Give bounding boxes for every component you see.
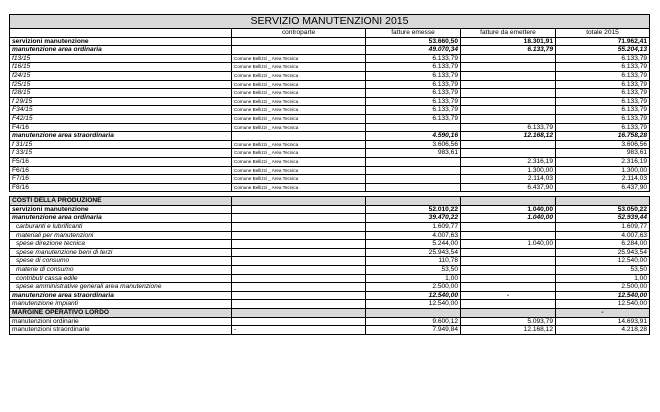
fatture-da-emettere-cell[interactable]: 1.040,00 bbox=[461, 240, 556, 249]
table-row bbox=[10, 223, 650, 232]
row-label-cell[interactable]: F6/16 bbox=[10, 166, 232, 175]
table-row bbox=[10, 149, 650, 158]
controparte-cell[interactable] bbox=[232, 37, 366, 46]
controparte-cell[interactable]: Comune Bellizzi _ Area Tecnica bbox=[232, 71, 366, 80]
title-row bbox=[10, 15, 650, 29]
totale-cell[interactable]: 4.218,28 bbox=[556, 326, 650, 335]
fatture-emesse-cell[interactable]: 983,61 bbox=[366, 149, 461, 158]
empty-cell[interactable] bbox=[461, 309, 556, 318]
controparte-cell[interactable]: Comune Bellizzi _ Area Tecnica bbox=[232, 80, 366, 89]
fatture-emesse-cell[interactable]: 6.133,79 bbox=[366, 54, 461, 63]
totale-cell[interactable]: 6.133,79 bbox=[556, 54, 650, 63]
table-row bbox=[10, 266, 650, 275]
table-row bbox=[10, 80, 650, 89]
controparte-cell[interactable]: Comune Bellizzi _ Area Tecnica bbox=[232, 97, 366, 106]
fatture-da-emettere-cell[interactable]: 1.300,00 bbox=[461, 166, 556, 175]
fatture-da-emettere-cell[interactable] bbox=[461, 231, 556, 240]
row-label-cell[interactable]: manutenzione area ordinaria bbox=[10, 214, 232, 223]
row-label-cell[interactable]: materie di consumo bbox=[10, 266, 232, 275]
totale-cell[interactable]: 6.133,79 bbox=[556, 63, 650, 72]
table-row bbox=[10, 157, 650, 166]
totale-cell[interactable]: 2.500,00 bbox=[556, 283, 650, 292]
fatture-da-emettere-cell[interactable] bbox=[461, 300, 556, 309]
totale-cell[interactable]: 2.316,19 bbox=[556, 157, 650, 166]
fatture-emesse-cell[interactable]: 6.133,79 bbox=[366, 114, 461, 123]
totale-cell[interactable]: 6.133,79 bbox=[556, 123, 650, 132]
totale-cell[interactable]: 6.133,79 bbox=[556, 114, 650, 123]
header-cell[interactable] bbox=[10, 29, 232, 38]
fatture-da-emettere-cell[interactable] bbox=[461, 71, 556, 80]
header-cell-totale[interactable]: totale 2015 bbox=[556, 29, 650, 38]
row-label-cell[interactable]: f 31/15 bbox=[10, 140, 232, 149]
fatture-emesse-cell[interactable]: 12.540,00 bbox=[366, 300, 461, 309]
row-label-cell[interactable]: F7/16 bbox=[10, 175, 232, 184]
controparte-cell[interactable] bbox=[232, 205, 366, 214]
empty-cell[interactable] bbox=[366, 309, 461, 318]
table-row bbox=[10, 114, 650, 123]
fatture-da-emettere-cell[interactable] bbox=[461, 149, 556, 158]
fatture-emesse-cell[interactable] bbox=[366, 123, 461, 132]
fatture-da-emettere-cell[interactable] bbox=[461, 114, 556, 123]
totale-cell[interactable]: 1.300,00 bbox=[556, 166, 650, 175]
fatture-da-emettere-cell[interactable]: 12.168,12 bbox=[461, 326, 556, 335]
totale-cell[interactable]: 1.609,77 bbox=[556, 223, 650, 232]
row-label-cell[interactable]: f28/15 bbox=[10, 89, 232, 98]
controparte-cell[interactable] bbox=[232, 248, 366, 257]
fatture-da-emettere-cell[interactable] bbox=[461, 97, 556, 106]
empty-cell[interactable] bbox=[232, 197, 366, 206]
row-label-cell[interactable]: contributi cassa edile bbox=[10, 274, 232, 283]
table-row bbox=[10, 63, 650, 72]
totale-cell[interactable]: 6.133,79 bbox=[556, 97, 650, 106]
controparte-cell[interactable]: Comune Bellizzi _ Area Tecnica bbox=[232, 106, 366, 115]
controparte-cell[interactable]: Comune Bellizzi _ Area Tecnica bbox=[232, 166, 366, 175]
controparte-cell[interactable] bbox=[232, 132, 366, 141]
totale-cell[interactable]: 1,00 bbox=[556, 274, 650, 283]
fatture-da-emettere-cell[interactable] bbox=[461, 248, 556, 257]
empty-cell[interactable] bbox=[556, 197, 650, 206]
table-row bbox=[10, 97, 650, 106]
row-label-cell[interactable]: spese amministrative generali area manutenzione bbox=[10, 283, 232, 292]
table-row bbox=[10, 132, 650, 141]
header-row bbox=[10, 29, 650, 38]
table-row bbox=[10, 274, 650, 283]
totale-cell[interactable]: 53,50 bbox=[556, 266, 650, 275]
fatture-emesse-cell[interactable]: 110,78 bbox=[366, 257, 461, 266]
controparte-cell[interactable] bbox=[232, 291, 366, 300]
controparte-cell[interactable] bbox=[232, 283, 366, 292]
row-label-cell[interactable]: F34/15 bbox=[10, 106, 232, 115]
header-cell-emettere[interactable]: fatture da emettere bbox=[461, 29, 556, 38]
row-label-cell[interactable]: manutenzione area straordinaria bbox=[10, 291, 232, 300]
row-label-cell[interactable]: F4/16 bbox=[10, 123, 232, 132]
totale-cell[interactable]: 6.133,79 bbox=[556, 89, 650, 98]
controparte-cell[interactable]: Comune Bellizzi _ Area Tecnica bbox=[232, 175, 366, 184]
totale-cell[interactable]: 25.943,54 bbox=[556, 248, 650, 257]
controparte-cell[interactable] bbox=[232, 223, 366, 232]
controparte-cell[interactable]: Comune Bellizzi _ Area Tecnica bbox=[232, 183, 366, 192]
totale-cell[interactable]: 6.133,79 bbox=[556, 80, 650, 89]
row-label-cell[interactable]: manutenzione area straordinaria bbox=[10, 132, 232, 141]
fatture-emesse-cell[interactable]: 3.606,56 bbox=[366, 140, 461, 149]
table-row bbox=[10, 106, 650, 115]
table-row bbox=[10, 291, 650, 300]
fatture-emesse-cell[interactable] bbox=[366, 183, 461, 192]
totale-cell[interactable]: 52.939,44 bbox=[556, 214, 650, 223]
fatture-emesse-cell[interactable]: 4.007,63 bbox=[366, 231, 461, 240]
totale-cell[interactable]: 53.050,22 bbox=[556, 205, 650, 214]
row-label-cell[interactable]: manutenzioni straordinarie bbox=[10, 326, 232, 335]
row-label-cell[interactable]: carburanti e lubrificanti bbox=[10, 223, 232, 232]
table-row bbox=[10, 140, 650, 149]
row-label-cell[interactable]: F8/16 bbox=[10, 183, 232, 192]
table-row bbox=[10, 214, 650, 223]
table-row bbox=[10, 257, 650, 266]
row-label-cell[interactable]: manutenzione area ordinaria bbox=[10, 46, 232, 55]
table-row bbox=[10, 37, 650, 46]
spreadsheet bbox=[9, 14, 649, 335]
row-label-cell[interactable]: spese direzione tecnica bbox=[10, 240, 232, 249]
fatture-da-emettere-cell[interactable]: 2.114,03 bbox=[461, 175, 556, 184]
table-row bbox=[10, 183, 650, 192]
controparte-cell[interactable]: - bbox=[232, 326, 366, 335]
fatture-emesse-cell[interactable]: 1,00 bbox=[366, 274, 461, 283]
empty-cell[interactable] bbox=[461, 197, 556, 206]
row-label-cell[interactable]: f 33/15 bbox=[10, 149, 232, 158]
totale-cell[interactable]: 16.758,28 bbox=[556, 132, 650, 141]
fatture-emesse-cell[interactable]: 2.500,00 bbox=[366, 283, 461, 292]
empty-cell[interactable] bbox=[232, 309, 366, 318]
fatture-da-emettere-cell[interactable] bbox=[461, 274, 556, 283]
totale-cell[interactable]: 12.540,00 bbox=[556, 291, 650, 300]
controparte-cell[interactable]: Comune Bellizzi _ Area Tecnica bbox=[232, 157, 366, 166]
fatture-da-emettere-cell[interactable] bbox=[461, 266, 556, 275]
fatture-da-emettere-cell[interactable]: 6.133,79 bbox=[461, 46, 556, 55]
table-row bbox=[10, 240, 650, 249]
fatture-da-emettere-cell[interactable] bbox=[461, 283, 556, 292]
fatture-emesse-cell[interactable]: 6.133,79 bbox=[366, 63, 461, 72]
sheet-title[interactable]: SERVIZIO MANUTENZIONI 2015 bbox=[10, 15, 650, 29]
table-row bbox=[10, 71, 650, 80]
table-row bbox=[10, 283, 650, 292]
totale-cell[interactable]: 71.962,41 bbox=[556, 37, 650, 46]
section-header-row bbox=[10, 197, 650, 206]
table-row bbox=[10, 231, 650, 240]
row-label-cell[interactable]: spese manutenzione beni di terzi bbox=[10, 248, 232, 257]
controparte-cell[interactable] bbox=[232, 231, 366, 240]
section-title-margine[interactable]: MARGINE OPERATIVO LORDO bbox=[10, 309, 232, 318]
fatture-emesse-cell[interactable]: 25.943,54 bbox=[366, 248, 461, 257]
controparte-cell[interactable] bbox=[232, 46, 366, 55]
row-label-cell[interactable]: spese di consumo bbox=[10, 257, 232, 266]
table-row bbox=[10, 166, 650, 175]
fatture-emesse-cell[interactable]: 12.540,00 bbox=[366, 291, 461, 300]
margine-dash-cell[interactable]: - bbox=[556, 309, 650, 318]
row-label-cell[interactable]: f25/15 bbox=[10, 80, 232, 89]
fatture-emesse-cell[interactable]: 53.660,50 bbox=[366, 37, 461, 46]
controparte-cell[interactable] bbox=[232, 300, 366, 309]
table-row bbox=[10, 326, 650, 335]
controparte-cell[interactable] bbox=[232, 240, 366, 249]
fatture-da-emettere-cell[interactable]: 12.168,12 bbox=[461, 132, 556, 141]
fatture-emesse-cell[interactable]: 7.949,84 bbox=[366, 326, 461, 335]
totale-cell[interactable]: 55.204,13 bbox=[556, 46, 650, 55]
totale-cell[interactable]: 12.540,00 bbox=[556, 300, 650, 309]
fatture-da-emettere-cell[interactable] bbox=[461, 63, 556, 72]
row-label-cell[interactable]: servizioni manutenzione bbox=[10, 37, 232, 46]
fatture-emesse-cell[interactable]: 53,50 bbox=[366, 266, 461, 275]
row-label-cell[interactable]: F5/16 bbox=[10, 157, 232, 166]
header-cell-emesse[interactable]: fatture emesse bbox=[366, 29, 461, 38]
header-cell-controparte[interactable]: controparte bbox=[232, 29, 366, 38]
row-label-cell[interactable]: f 29/15 bbox=[10, 97, 232, 106]
totale-cell[interactable]: 6.437,90 bbox=[556, 183, 650, 192]
fatture-emesse-cell[interactable] bbox=[366, 175, 461, 184]
table-body bbox=[10, 15, 650, 335]
fatture-da-emettere-cell[interactable]: 6.437,90 bbox=[461, 183, 556, 192]
fatture-da-emettere-cell[interactable]: 1.040,00 bbox=[461, 205, 556, 214]
fatture-da-emettere-cell[interactable]: 1.040,00 bbox=[461, 214, 556, 223]
section-header-row bbox=[10, 309, 650, 318]
table-row bbox=[10, 123, 650, 132]
fatture-emesse-cell[interactable]: 6.133,79 bbox=[366, 80, 461, 89]
fatture-da-emettere-cell[interactable] bbox=[461, 89, 556, 98]
fatture-da-emettere-cell[interactable] bbox=[461, 140, 556, 149]
fatture-emesse-cell[interactable]: 6.133,79 bbox=[366, 106, 461, 115]
fatture-da-emettere-cell[interactable]: 5.093,79 bbox=[461, 317, 556, 326]
fatture-emesse-cell[interactable]: 49.070,34 bbox=[366, 46, 461, 55]
fatture-emesse-cell[interactable]: 39.470,22 bbox=[366, 214, 461, 223]
row-label-cell[interactable]: manutenzioni ordinarie bbox=[10, 317, 232, 326]
controparte-cell[interactable] bbox=[232, 266, 366, 275]
controparte-cell[interactable]: Comune Bellizzi _ Area Tecnica bbox=[232, 54, 366, 63]
totale-cell[interactable]: 2.114,03 bbox=[556, 175, 650, 184]
controparte-cell[interactable]: Comune Bellizzi _ Area Tecnica bbox=[232, 140, 366, 149]
table-row bbox=[10, 205, 650, 214]
controparte-cell[interactable]: Comune Bellizzi _ Area Tecnica bbox=[232, 149, 366, 158]
fatture-emesse-cell[interactable]: 1.609,77 bbox=[366, 223, 461, 232]
fatture-da-emettere-cell[interactable]: 18.301,91 bbox=[461, 37, 556, 46]
table-row bbox=[10, 54, 650, 63]
fatture-emesse-cell[interactable]: 6.133,79 bbox=[366, 71, 461, 80]
controparte-cell[interactable]: Comune Bellizzi _ Area Tecnica bbox=[232, 123, 366, 132]
fatture-emesse-cell[interactable] bbox=[366, 157, 461, 166]
row-label-cell[interactable]: F42/15 bbox=[10, 114, 232, 123]
controparte-cell[interactable] bbox=[232, 274, 366, 283]
empty-cell[interactable] bbox=[366, 197, 461, 206]
fatture-da-emettere-cell[interactable]: 2.316,19 bbox=[461, 157, 556, 166]
table-row bbox=[10, 317, 650, 326]
fatture-da-emettere-cell[interactable] bbox=[461, 257, 556, 266]
fatture-emesse-cell[interactable]: 4.590,16 bbox=[366, 132, 461, 141]
totale-cell[interactable]: 6.133,79 bbox=[556, 106, 650, 115]
controparte-cell[interactable] bbox=[232, 214, 366, 223]
fatture-da-emettere-cell[interactable] bbox=[461, 54, 556, 63]
fatture-emesse-cell[interactable]: 9.600,12 bbox=[366, 317, 461, 326]
totale-cell[interactable]: 4.007,63 bbox=[556, 231, 650, 240]
table-row bbox=[10, 89, 650, 98]
table-row bbox=[10, 175, 650, 184]
fatture-emesse-cell[interactable]: 6.133,79 bbox=[366, 89, 461, 98]
fatture-emesse-cell[interactable]: 5.244,00 bbox=[366, 240, 461, 249]
row-label-cell[interactable]: f24/15 bbox=[10, 71, 232, 80]
totale-cell[interactable]: 6.133,79 bbox=[556, 71, 650, 80]
fatture-emesse-cell[interactable]: 6.133,79 bbox=[366, 97, 461, 106]
controparte-cell[interactable] bbox=[232, 257, 366, 266]
controparte-cell[interactable] bbox=[232, 317, 366, 326]
fatture-da-emettere-cell[interactable]: 6.133,79 bbox=[461, 123, 556, 132]
totale-cell[interactable]: 14.693,91 bbox=[556, 317, 650, 326]
fatture-da-emettere-cell[interactable] bbox=[461, 106, 556, 115]
section-title-costi[interactable]: COSTI DELLA PRODUZIONE bbox=[10, 197, 232, 206]
totale-cell[interactable]: 12.540,00 bbox=[556, 257, 650, 266]
totale-cell[interactable]: 983,61 bbox=[556, 149, 650, 158]
row-label-cell[interactable]: f16/15 bbox=[10, 63, 232, 72]
fatture-emesse-cell[interactable] bbox=[366, 166, 461, 175]
table-row bbox=[10, 248, 650, 257]
maintenance-table bbox=[9, 14, 650, 335]
controparte-cell[interactable]: Comune Bellizzi _ Area Tecnica bbox=[232, 114, 366, 123]
fatture-da-emettere-cell[interactable]: - bbox=[461, 291, 556, 300]
table-row bbox=[10, 300, 650, 309]
row-label-cell[interactable]: f13/15 bbox=[10, 54, 232, 63]
row-label-cell[interactable]: manutenzione impianti bbox=[10, 300, 232, 309]
controparte-cell[interactable]: Comune Bellizzi _ Area Tecnica bbox=[232, 89, 366, 98]
totale-cell[interactable]: 6.284,00 bbox=[556, 240, 650, 249]
row-label-cell[interactable]: materiali per manutenzioni bbox=[10, 231, 232, 240]
controparte-cell[interactable]: Comune Bellizzi _ Area Tecnica bbox=[232, 63, 366, 72]
fatture-emesse-cell[interactable]: 52.010,22 bbox=[366, 205, 461, 214]
table-row bbox=[10, 46, 650, 55]
fatture-da-emettere-cell[interactable] bbox=[461, 223, 556, 232]
fatture-da-emettere-cell[interactable] bbox=[461, 80, 556, 89]
row-label-cell[interactable]: servizioni manutenzione bbox=[10, 205, 232, 214]
totale-cell[interactable]: 3.606,56 bbox=[556, 140, 650, 149]
